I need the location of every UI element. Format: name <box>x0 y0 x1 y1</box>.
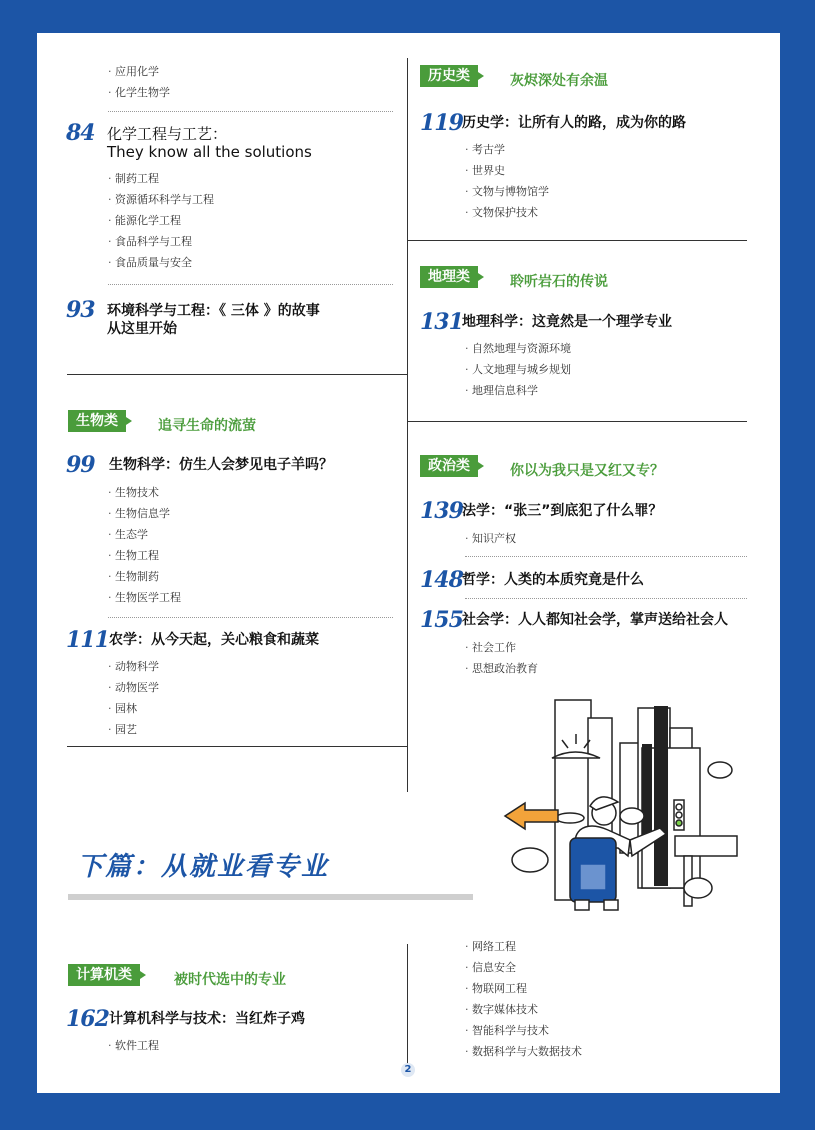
banner-underline <box>68 894 473 900</box>
section-title-148[interactable]: 哲学：人类的本质究竟是什么 <box>462 572 644 588</box>
column-divider <box>407 58 408 240</box>
page-ref-155[interactable]: 155 <box>420 607 463 633</box>
category-subtitle-history: 灰烬深处有余温 <box>510 73 608 89</box>
section-divider <box>407 240 747 241</box>
list-item: · 生物医学工程 <box>108 589 181 605</box>
page-ref-84[interactable]: 84 <box>66 120 95 146</box>
page-ref-111[interactable]: 111 <box>66 627 109 653</box>
section-title-162[interactable]: 计算机科学与技术：当红炸子鸡 <box>109 1011 305 1027</box>
category-tag-computer: 计算机类 <box>68 964 140 986</box>
category-tag-geography: 地理类 <box>420 266 478 288</box>
column-divider <box>407 240 408 422</box>
category-subtitle-politics: 你以为我只是又红又专？ <box>510 463 664 479</box>
page-ref-139[interactable]: 139 <box>420 498 463 524</box>
dotted-divider <box>465 556 747 557</box>
page-ref-99[interactable]: 99 <box>66 452 95 478</box>
category-subtitle-computer: 被时代选中的专业 <box>174 972 286 988</box>
section-title-131[interactable]: 地理科学：这竟然是一个理学专业 <box>462 314 672 330</box>
dotted-divider <box>108 111 393 112</box>
column-divider <box>407 422 408 792</box>
list-item: · 知识产权 <box>465 530 516 546</box>
section-divider <box>67 746 407 747</box>
section-title-99[interactable]: 生物科学：仿生人会梦见电子羊吗？ <box>109 457 333 473</box>
list-item: · 物联网工程 <box>465 980 527 996</box>
list-item: · 食品质量与安全 <box>108 254 192 270</box>
list-item: · 食品科学与工程 <box>108 233 192 249</box>
list-item: · 能源化学工程 <box>108 212 181 228</box>
list-item: · 地理信息科学 <box>465 382 538 398</box>
section-divider <box>407 421 747 422</box>
page-ref-162[interactable]: 162 <box>66 1006 109 1032</box>
page-ref-148[interactable]: 148 <box>420 567 463 593</box>
list-item: · 资源循环科学与工程 <box>108 191 214 207</box>
list-item: · 制药工程 <box>108 170 159 186</box>
section-title-93[interactable]: 环境科学与工程：《 三体 》的故事 <box>107 303 320 319</box>
list-item: · 文物与博物馆学 <box>465 183 549 199</box>
list-item: · 自然地理与资源环境 <box>465 340 571 356</box>
page-ref-93[interactable]: 93 <box>66 297 95 323</box>
category-tag-history: 历史类 <box>420 65 478 87</box>
list-item: · 数据科学与大数据技术 <box>465 1043 582 1059</box>
part-banner-title: 下篇：从就业看专业 <box>77 852 330 882</box>
category-subtitle-biology: 追寻生命的流萤 <box>158 418 256 434</box>
list-item: · 生物制药 <box>108 568 159 584</box>
list-item: · 信息安全 <box>465 959 516 975</box>
list-item: · 软件工程 <box>108 1037 159 1053</box>
list-item: · 人文地理与城乡规划 <box>465 361 571 377</box>
section-divider <box>67 374 407 375</box>
section-title-139[interactable]: 法学：“张三”到底犯了什么罪？ <box>462 503 663 519</box>
list-item: · 化学生物学 <box>108 84 170 100</box>
section-title-84[interactable]: 化学工程与工艺： <box>107 125 228 143</box>
section-title-155[interactable]: 社会学：人人都知社会学，掌声送给社会人 <box>462 612 728 628</box>
dotted-divider <box>108 617 393 618</box>
list-item: · 社会工作 <box>465 639 516 655</box>
list-item: · 智能科学与技术 <box>465 1022 549 1038</box>
list-item: · 生物技术 <box>108 484 159 500</box>
list-item: · 园林 <box>108 700 137 716</box>
category-tag-biology: 生物类 <box>68 410 126 432</box>
category-subtitle-geography: 聆听岩石的传说 <box>510 274 608 290</box>
list-item: · 数字媒体技术 <box>465 1001 538 1017</box>
list-item: · 动物科学 <box>108 658 159 674</box>
section-subtitle-93: 从这里开始 <box>107 321 177 337</box>
page-ref-131[interactable]: 131 <box>420 309 463 335</box>
list-item: · 网络工程 <box>465 938 516 954</box>
section-subtitle-84: They know all the solutions <box>107 143 312 161</box>
page-ref-119[interactable]: 119 <box>420 110 463 136</box>
list-item: · 应用化学 <box>108 63 159 79</box>
list-item: · 生态学 <box>108 526 148 542</box>
list-item: · 动物医学 <box>108 679 159 695</box>
page-number: 2 <box>401 1063 415 1077</box>
list-item: · 文物保护技术 <box>465 204 538 220</box>
list-item: · 生物信息学 <box>108 505 170 521</box>
list-item: · 思想政治教育 <box>465 660 538 676</box>
list-item: · 考古学 <box>465 141 505 157</box>
dotted-divider <box>465 598 747 599</box>
section-title-119[interactable]: 历史学：让所有人的路，成为你的路 <box>462 115 686 131</box>
list-item: · 世界史 <box>465 162 505 178</box>
category-tag-politics: 政治类 <box>420 455 478 477</box>
section-title-111[interactable]: 农学：从今天起，关心粮食和蔬菜 <box>109 632 319 648</box>
dotted-divider <box>108 284 393 285</box>
list-item: · 生物工程 <box>108 547 159 563</box>
city-illustration <box>500 688 750 924</box>
column-divider <box>407 944 408 1064</box>
list-item: · 园艺 <box>108 721 137 737</box>
